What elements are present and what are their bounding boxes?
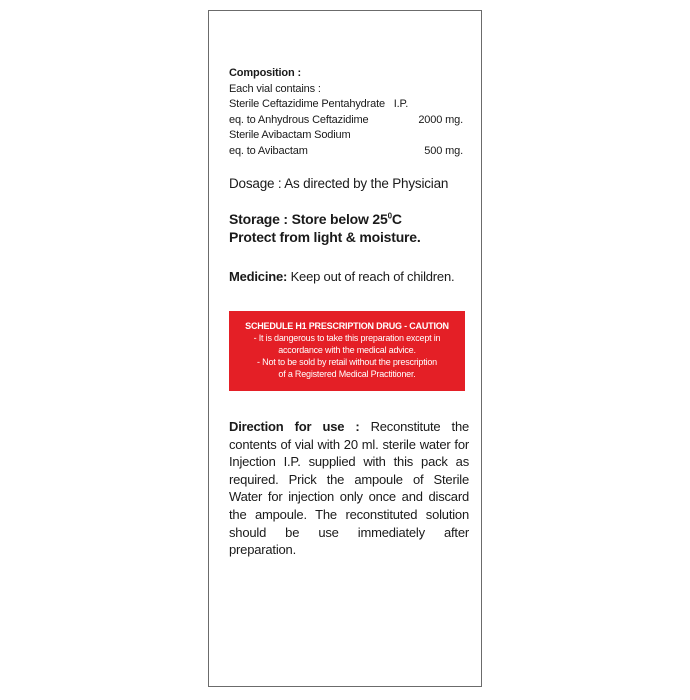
composition-line-text: Sterile Avibactam Sodium: [229, 129, 351, 141]
composition-line-amount: 2000 mg.: [418, 113, 463, 126]
storage-section: [229, 210, 469, 246]
composition-line-text: Sterile Ceftazidime Pentahydrate I.P.: [229, 98, 409, 110]
composition-line: [229, 97, 469, 113]
composition-line: [229, 128, 469, 144]
caution-line: accordance with the medical advice.: [278, 345, 416, 355]
direction-label: Direction for use :: [229, 419, 360, 434]
storage-line-1: [229, 210, 469, 228]
medicine-warning: [229, 269, 469, 284]
caution-title: SCHEDULE H1 PRESCRIPTION DRUG - CAUTION: [245, 321, 449, 331]
composition-line-text: eq. to Avibactam: [229, 144, 308, 157]
composition-line: [229, 113, 469, 129]
composition-line-text: eq. to Anhydrous Ceftazidime: [229, 113, 369, 126]
composition-line-amount: 500 mg.: [424, 144, 463, 157]
composition-line-amount: [463, 128, 469, 144]
composition-intro: Each vial contains :: [229, 82, 321, 95]
label-content: [229, 66, 473, 559]
storage-line-1-suffix: C: [391, 211, 402, 227]
label-panel: [208, 10, 482, 687]
caution-line: - Not to be sold by retail without the prescription: [257, 357, 437, 367]
medicine-text: Keep out of reach of children.: [287, 269, 455, 284]
composition-section: [229, 66, 469, 159]
caution-line: - It is dangerous to take this preparation except in: [253, 333, 441, 343]
caution-line: of a Registered Medical Practitioner.: [278, 369, 416, 379]
direction-section: [229, 418, 473, 559]
storage-line-2: Protect from light & moisture.: [229, 229, 421, 245]
composition-title: Composition :: [229, 67, 301, 79]
dosage-text: Dosage : As directed by the Physician: [229, 176, 449, 191]
caution-box: [229, 311, 465, 391]
medicine-label: Medicine:: [229, 269, 288, 284]
storage-degree: 0: [387, 211, 392, 221]
storage-line-1-prefix: Storage : Store below 25: [229, 211, 388, 227]
direction-text: Reconstitute the contents of vial with 20 ml. sterile water for Injection I.P. supplied with this pack as required. Prick the ampoule of Sterile Water for injection only once and discard the ampoule. The reconstituted solution should be use immediately after preparation.: [229, 419, 473, 558]
composition-line-amount: [463, 97, 469, 113]
composition-line: [229, 144, 469, 160]
